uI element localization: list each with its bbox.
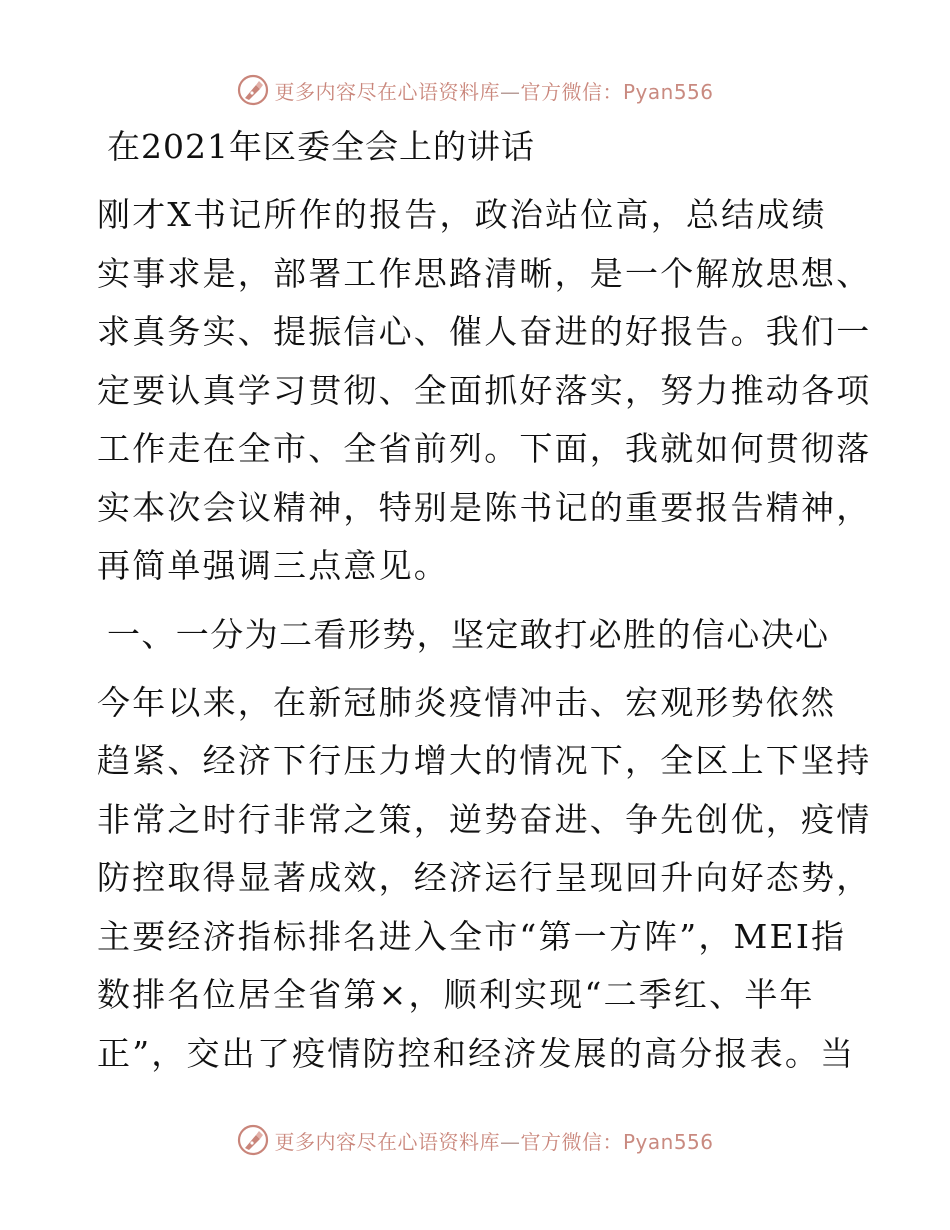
section-heading-1: 一、一分为二看形势，坚定敢打必胜的信心决心 [107, 614, 830, 654]
paragraph-situation [97, 674, 872, 1084]
paragraph-line: 数排名位居全省第×，顺利实现“二季红、半年 [97, 975, 815, 1014]
paragraph-line: 非常之时行非常之策，逆势奋进、争先创优，疫情 [97, 799, 872, 839]
paragraph-line: 正”，交出了疫情防控和经济发展的高分报表。当 [97, 1033, 856, 1073]
watermark-account-label: 官方微信： [520, 79, 623, 104]
paragraph-line: 实事求是，部署工作思路清晰，是一个解放思想、 [97, 253, 872, 293]
watermark-separator: — [499, 79, 521, 104]
watermark-footer [0, 1120, 950, 1160]
paragraph-line: 实本次会议精神，特别是陈书记的重要报告精神， [97, 487, 872, 527]
watermark-account-label: 官方微信： [520, 1129, 623, 1154]
watermark-main-text: 更多内容尽在心语资料库 [274, 1129, 500, 1154]
watermark-text [274, 76, 713, 105]
paragraph-line: 今年以来，在新冠肺炎疫情冲击、宏观形势依然 [97, 682, 837, 722]
paragraph-line: 工作走在全市、全省前列。下面，我就如何贯彻落 [97, 429, 872, 468]
watermark-separator: — [499, 1129, 521, 1154]
document-title: 在2021年区委全会上的讲话 [107, 127, 535, 166]
paragraph-line: 趋紧、经济下行压力增大的情况下，全区上下坚持 [97, 741, 872, 780]
paragraph-line: 定要认真学习贯彻、全面抓好落实，努力推动各项 [97, 370, 872, 410]
watermark-header [0, 70, 950, 110]
paragraph-line: 防控取得显著成效，经济运行呈现回升向好态势， [97, 858, 872, 897]
document-body [97, 118, 872, 1093]
pen-nib-logo-icon [236, 1123, 270, 1157]
paragraph-line: 刚才X书记所作的报告，政治站位高，总结成绩 [97, 195, 827, 234]
watermark-account-id: Pyan556 [622, 79, 714, 104]
pen-nib-logo-icon [236, 73, 270, 107]
paragraph-line: 主要经济指标排名进入全市“第一方阵”，MEI指 [97, 916, 847, 956]
watermark-account-id: Pyan556 [622, 1129, 714, 1154]
watermark-text [274, 1126, 713, 1155]
paragraph-intro [97, 186, 872, 596]
paragraph-line: 求真务实、提振信心、催人奋进的好报告。我们一 [97, 312, 872, 351]
paragraph-line: 再简单强调三点意见。 [97, 546, 449, 585]
watermark-main-text: 更多内容尽在心语资料库 [274, 79, 500, 104]
